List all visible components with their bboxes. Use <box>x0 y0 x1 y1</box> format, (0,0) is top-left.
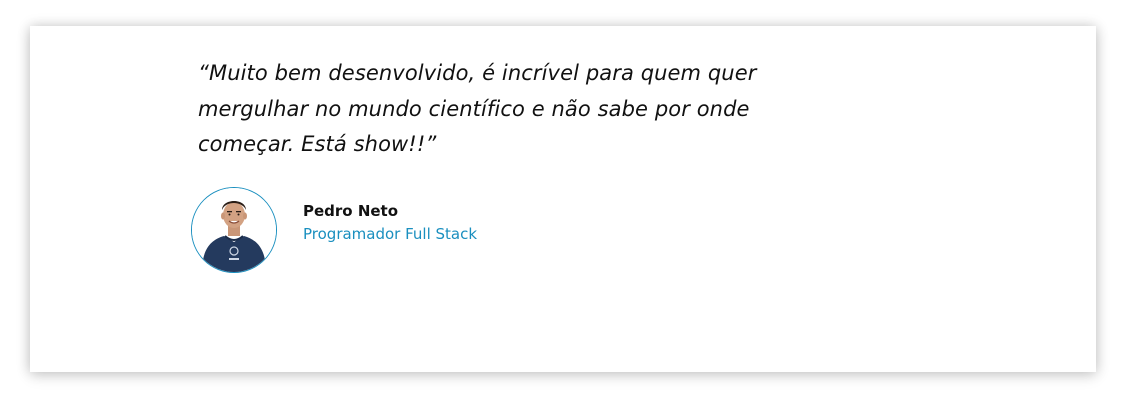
quote-line-2: mergulhar no mundo científico e não sabe por onde <box>198 96 750 121</box>
quote-line-1: “Muito bem desenvolvido, é incrível para quem quer <box>198 61 757 85</box>
avatar <box>191 187 277 273</box>
testimonial-card <box>30 26 1096 372</box>
testimonial-quote <box>198 56 878 163</box>
person-photo-icon <box>192 188 276 272</box>
author-role: Programador Full Stack <box>303 225 478 243</box>
testimonial-author <box>191 187 477 273</box>
author-info <box>303 200 477 246</box>
author-name: Pedro Neto <box>303 202 399 220</box>
quote-line-3: começar. Está show!!” <box>198 132 437 156</box>
